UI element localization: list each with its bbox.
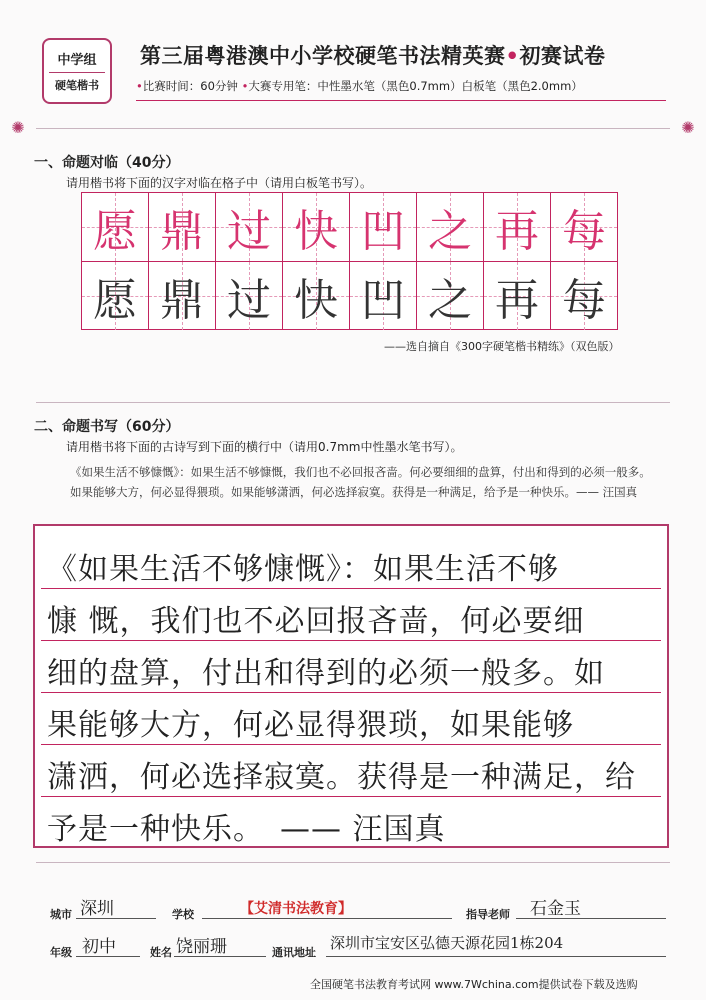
exam-time: 比赛时间：60分钟 bbox=[142, 79, 238, 93]
handwritten-line: 细的盘算，付出和得到的必须一般多。如 bbox=[47, 656, 605, 691]
written-row bbox=[82, 261, 617, 330]
model-char: 再 bbox=[495, 206, 539, 257]
written-char: 快 bbox=[294, 275, 338, 326]
grade-underline bbox=[76, 956, 140, 957]
written-char: 之 bbox=[428, 275, 472, 326]
bullet-icon: • bbox=[241, 79, 249, 93]
name-value: 饶丽珊 bbox=[176, 937, 227, 957]
section1-instruction: 请用楷书将下面的汉字对临在格子中（请用白板笔书写）。 bbox=[66, 176, 373, 190]
model-char: 快 bbox=[294, 206, 338, 257]
section2-title: 二、命题书写（60分） bbox=[34, 419, 180, 435]
teacher-underline bbox=[516, 918, 666, 919]
teacher-label: 指导老师 bbox=[466, 908, 510, 921]
section2-instruction: 请用楷书将下面的古诗写到下面的横行中（请用0.7mm中性墨水笔书写）。 bbox=[66, 440, 463, 454]
badge-category-text: 硬笔楷书 bbox=[55, 79, 99, 92]
city-value: 深圳 bbox=[80, 899, 114, 919]
exam-title-suffix: 初赛试卷 bbox=[519, 44, 606, 68]
exam-title bbox=[140, 40, 605, 70]
handwritten-line: 予是一种快乐。 —— 汪国真 bbox=[47, 812, 446, 847]
name-label: 姓名 bbox=[150, 946, 172, 959]
badge-group-text: 中学组 bbox=[57, 53, 97, 68]
address-value: 深圳市宝安区弘德天源花园1栋204 bbox=[330, 934, 564, 952]
badge-divider bbox=[49, 72, 105, 73]
grid-cell bbox=[149, 193, 216, 261]
footer-website-note: 全国硬笔书法教育考试网 www.7Wchina.com提供试卷下载及选购 bbox=[310, 978, 638, 991]
writing-rule bbox=[41, 692, 661, 693]
school-underline bbox=[202, 918, 452, 919]
section1-title: 一、命题对临（40分） bbox=[34, 155, 180, 171]
grid-cell bbox=[82, 262, 149, 330]
exam-subtitle bbox=[136, 78, 583, 94]
written-char: 凹 bbox=[361, 275, 405, 326]
city-label: 城市 bbox=[50, 908, 72, 921]
grid-cell bbox=[350, 262, 417, 330]
model-char: 过 bbox=[227, 206, 271, 257]
divider bbox=[36, 402, 670, 403]
grid-cell bbox=[417, 193, 484, 261]
handwritten-line: 果能够大方，何必显得猥琐，如果能够 bbox=[47, 708, 574, 743]
bullet-icon: • bbox=[136, 79, 143, 93]
grid-cell bbox=[551, 262, 617, 330]
handwritten-line: 《如果生活不够慷慨》：如果生活不够 bbox=[47, 552, 559, 587]
written-char: 愿 bbox=[93, 275, 137, 326]
written-char: 鼎 bbox=[160, 275, 204, 326]
ornament-icon: ✺ bbox=[11, 118, 25, 137]
grade-value: 初中 bbox=[82, 937, 116, 957]
model-char: 之 bbox=[428, 206, 472, 257]
city-underline bbox=[76, 918, 156, 919]
header-rule bbox=[136, 100, 666, 101]
writing-rule bbox=[41, 744, 661, 745]
written-char: 过 bbox=[227, 275, 271, 326]
handwritten-line: 潇洒，何必选择寂寞。获得是一种满足，给 bbox=[47, 760, 636, 795]
address-underline bbox=[326, 956, 666, 957]
title-dot-icon: • bbox=[505, 44, 520, 68]
teacher-value: 石金玉 bbox=[530, 899, 581, 919]
written-char: 每 bbox=[562, 275, 606, 326]
model-char: 愿 bbox=[93, 206, 137, 257]
model-char: 鼎 bbox=[160, 206, 204, 257]
source-citation: ——选自摘自《300字硬笔楷书精练》（双色版） bbox=[384, 340, 620, 353]
group-badge bbox=[42, 38, 112, 104]
grid-cell bbox=[82, 193, 149, 261]
grid-cell bbox=[350, 193, 417, 261]
exam-pen: 大赛专用笔：中性墨水笔（黑色0.7mm）白板笔（黑色2.0mm） bbox=[248, 79, 583, 93]
writing-box bbox=[33, 524, 669, 848]
written-char: 再 bbox=[495, 275, 539, 326]
poem-text: 《如果生活不够慷慨》：如果生活不够慷慨，我们也不必回报吝啬。何必要细细的盘算，付出和得到的必须一般多。如果能够大方，何必显得猥琐。如果能够潇洒，何必选择寂寞。获得是一种满足，给予是一种快乐。—— 汪国真 bbox=[70, 465, 651, 499]
model-row bbox=[82, 193, 617, 261]
divider bbox=[36, 128, 670, 129]
writing-rule bbox=[41, 588, 661, 589]
writing-rule bbox=[41, 640, 661, 641]
grid-cell bbox=[484, 262, 551, 330]
name-underline bbox=[174, 956, 266, 957]
school-value: 【艾清书法教育】 bbox=[240, 901, 352, 917]
grid-cell bbox=[283, 193, 350, 261]
grid-cell bbox=[216, 193, 283, 261]
grid-cell bbox=[216, 262, 283, 330]
grid-cell bbox=[484, 193, 551, 261]
handwritten-line: 慷 慨，我们也不必回报吝啬，何必要细 bbox=[47, 604, 585, 639]
address-label: 通讯地址 bbox=[272, 946, 316, 959]
exam-title-main: 第三届粤港澳中小学校硬笔书法精英赛 bbox=[140, 44, 506, 68]
model-char: 每 bbox=[562, 206, 606, 257]
model-char: 凹 bbox=[361, 206, 405, 257]
practice-grid bbox=[81, 192, 618, 330]
grid-cell bbox=[283, 262, 350, 330]
divider bbox=[36, 862, 670, 863]
grid-cell bbox=[149, 262, 216, 330]
ornament-icon: ✺ bbox=[681, 118, 695, 137]
school-label: 学校 bbox=[172, 908, 194, 921]
grade-label: 年级 bbox=[50, 946, 72, 959]
writing-rule bbox=[41, 796, 661, 797]
grid-cell bbox=[551, 193, 617, 261]
grid-cell bbox=[417, 262, 484, 330]
